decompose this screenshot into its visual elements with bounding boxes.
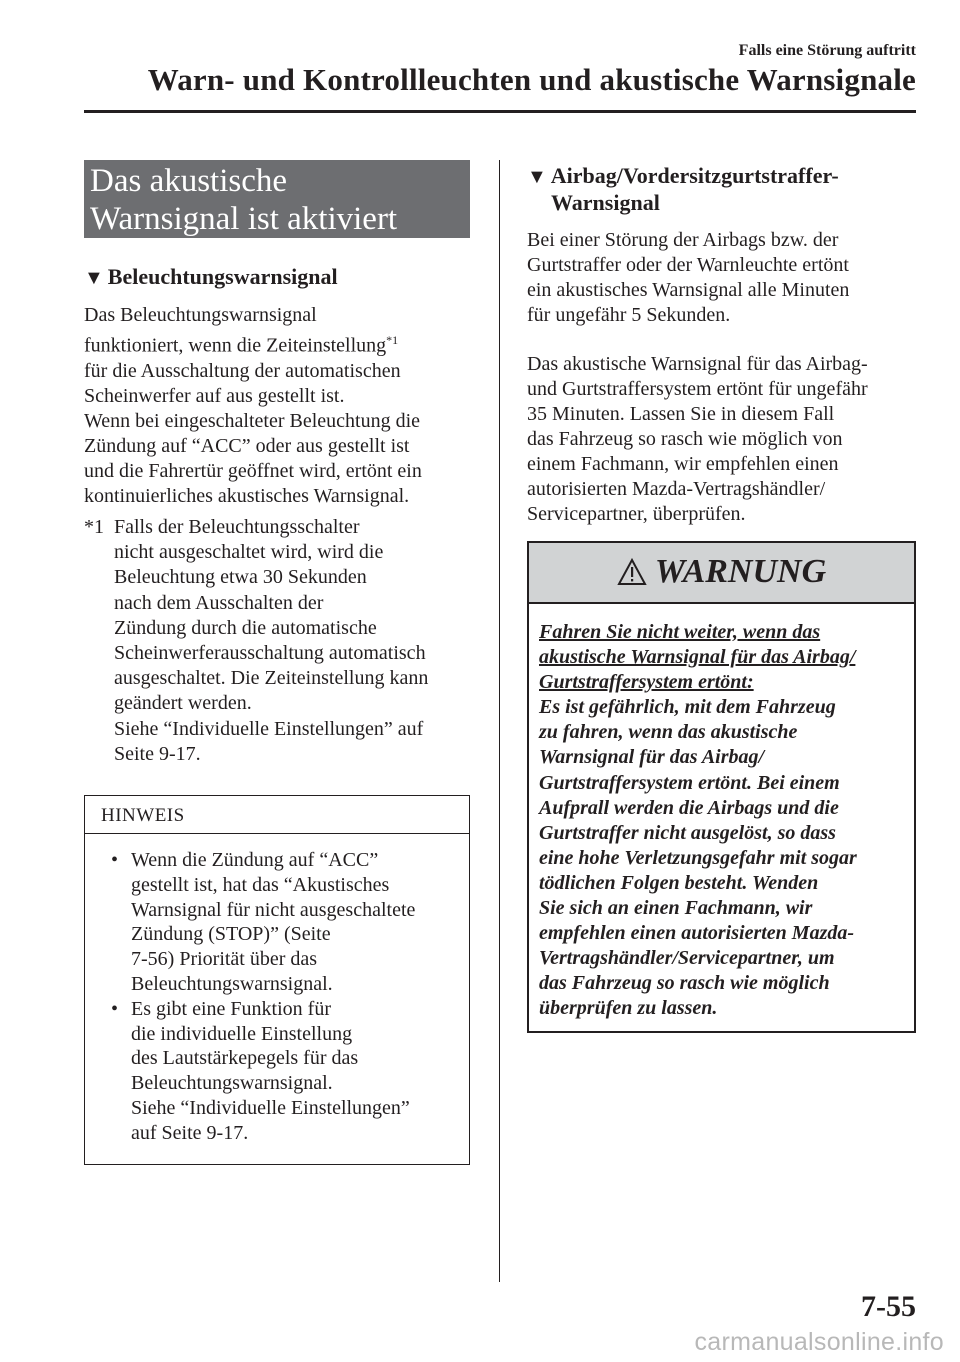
note-label: HINWEIS xyxy=(85,796,469,834)
column-divider xyxy=(499,160,500,1282)
right-subheading: ▼ Airbag/Vordersitzgurtstraffer- Warnsignal xyxy=(527,163,839,215)
banner-line-2: Warnsignal ist aktiviert xyxy=(90,201,398,237)
page-number: 7-55 xyxy=(861,1290,916,1323)
warning-triangle-icon xyxy=(617,558,647,586)
right-paragraph-1: Bei einer Störung der Airbags bzw. der Gurtstraffer oder der Warnleuchte ertönt ein akustisches Warnsignal alle Minuten für ungefähr 5 Sekunden. xyxy=(527,229,850,326)
footnote-ref: *1 xyxy=(386,333,399,347)
triangle-down-icon: ▼ xyxy=(527,166,547,188)
section-banner xyxy=(84,160,470,238)
footnote-marker: *1 xyxy=(84,516,104,538)
warning-label: WARNUNG xyxy=(654,553,827,590)
note-box xyxy=(84,795,470,1165)
bullet-icon: • xyxy=(111,849,119,871)
footnote-text: Falls der Beleuchtungsschalter nicht ausgeschaltet wird, wird die Beleuchtung etwa 30 Sekunden nach dem Ausschalten der Zündung durch die automatische Scheinwerferausschaltung automatisch ausgeschaltet. Die Zeiteinstellung kann geändert werden. Siehe “Individuelle Einstellungen” auf Seite 9-17. xyxy=(114,516,429,765)
warning-body: Fahren Sie nicht weiter, wenn das akustische Warnsignal für das Airbag/ Gurtstraffersystem ertönt: Es ist gefährlich, mit dem Fahrzeug zu fahren, wenn das akustische Warnsignal für das Airbag/ Gurtstraffersystem ertönt. Bei einem Aufprall werden die Airbags und die Gurtstraffer nicht ausgelöst, so dass eine hohe Verletzungsgefahr mit sogar tödlichen Folgen besteht. Wenden Sie sich an einen Fachmann, wir empfehlen einen autorisierten Mazda- Vertragshändler/Servicepartner, um das Fahrzeug so rasch wie möglich überprüfen zu lassen. xyxy=(539,621,857,1020)
banner-line-1: Das akustische xyxy=(90,163,288,199)
left-paragraph: Das Beleuchtungswarnsignal funktioniert, wenn die Zeiteinstellung$^{*1}$ für die Ausschaltung der automatischen Scheinwerfer auf aus gestellt ist. Wenn bei eingeschalteter Beleuchtung die Zündung auf “ACC” oder aus gestellt ist und die Fahrertür geöffnet wird, ertönt ein kontinuierliches akustisches Warnsignal. xyxy=(84,304,422,507)
triangle-down-icon: ▼ xyxy=(84,267,104,289)
bullet-icon: • xyxy=(111,997,119,1020)
header-rule xyxy=(84,110,916,113)
right-paragraph-2: Das akustische Warnsignal für das Airbag- und Gurtstraffersystem ertönt für ungefähr 35 Minuten. Lassen Sie in diesem Fall das Fahrzeug so rasch wie möglich von einem Fachmann, wir empfehlen einen autorisierten Mazda-Vertragshändler/ Servicepartner, überprüfen. xyxy=(527,353,868,525)
warning-box xyxy=(527,541,916,1033)
left-subheading: ▼ Beleuchtungswarnsignal xyxy=(84,264,338,289)
note-body xyxy=(85,834,469,1146)
note-item-2: • Es gibt eine Funktion für die individuelle Einstellung des Lautstärkepegels für das Beleuchtungswarnsignal. Siehe “Individuelle Einstellungen” auf Seite 9-17. xyxy=(101,997,469,1146)
warning-header xyxy=(529,543,914,604)
running-header-title: Warn- und Kontrollleuchten und akustische Warnsignale xyxy=(147,62,916,97)
watermark[interactable]: carmanualsonline.info xyxy=(694,1328,944,1356)
note-item-1: • Wenn die Zündung auf “ACC” gestellt ist, hat das “Akustisches Warnsignal für nicht ausgeschaltete Zündung (STOP)” (Seite 7-56) Priorität über das Beleuchtungswarnsignal. xyxy=(101,848,469,997)
running-header-section: Falls eine Störung auftritt xyxy=(738,42,916,59)
